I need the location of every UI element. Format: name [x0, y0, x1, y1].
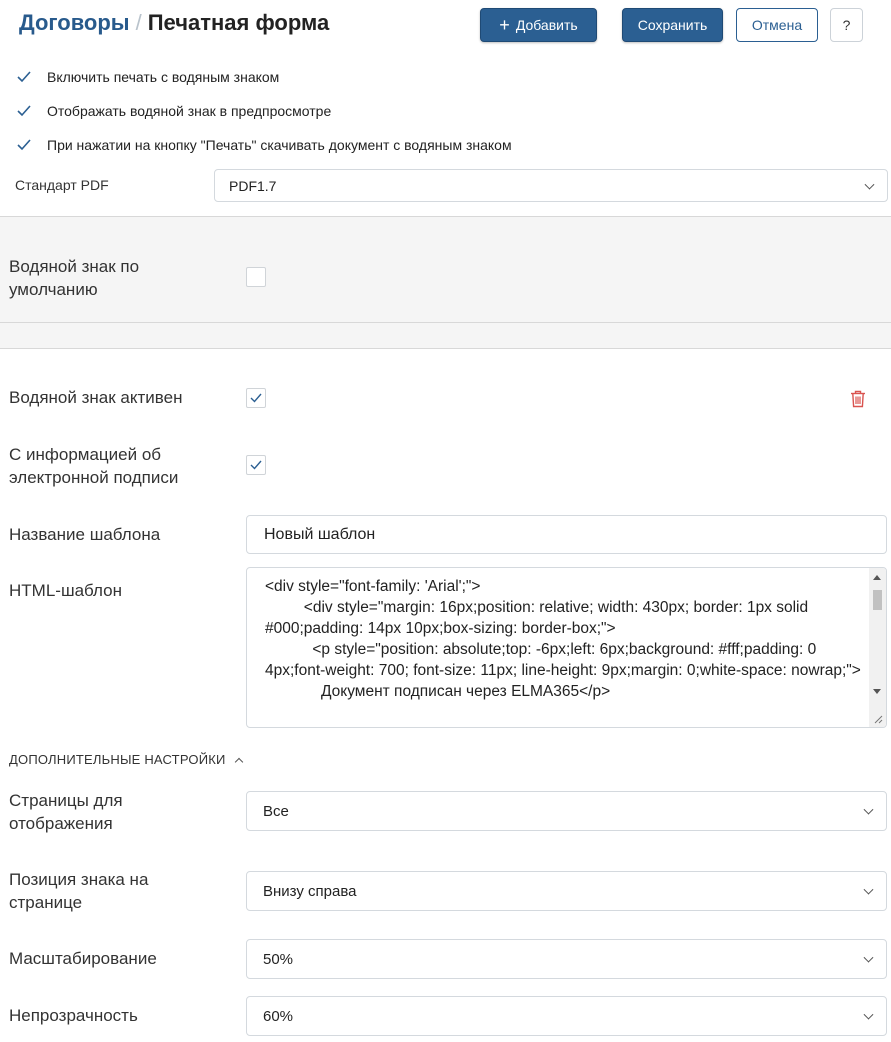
- template-name-input[interactable]: [246, 515, 887, 554]
- help-icon: ?: [842, 17, 851, 33]
- option-label: Отображать водяной знак в предпросмотре: [47, 103, 332, 119]
- help-button[interactable]: [830, 8, 863, 42]
- chevron-down-icon: [864, 953, 874, 963]
- check-icon: [250, 393, 262, 403]
- position-label: Позиция знака на странице: [9, 870, 149, 912]
- watermark-active-checkbox[interactable]: [246, 388, 266, 408]
- cancel-button[interactable]: Отмена: [736, 8, 818, 42]
- save-button[interactable]: Сохранить: [622, 8, 723, 42]
- section-gap: [0, 323, 891, 348]
- scale-label: Масштабирование: [9, 949, 157, 968]
- esign-label: С информацией об электронной подписи: [9, 445, 179, 487]
- watermark-active-label: Водяной знак активен: [9, 388, 183, 407]
- opacity-select[interactable]: [246, 996, 887, 1036]
- scroll-down-icon[interactable]: [873, 689, 881, 694]
- add-button[interactable]: [480, 8, 597, 42]
- option-label: При нажатии на кнопку "Печать" скачивать документ с водяным знаком: [47, 137, 512, 153]
- option-download-with-watermark[interactable]: [15, 136, 512, 154]
- position-select[interactable]: [246, 871, 887, 911]
- textarea-scrollbar[interactable]: [869, 568, 886, 727]
- advanced-settings-label: ДОПОЛНИТЕЛЬНЫЕ НАСТРОЙКИ: [9, 752, 226, 767]
- option-label: Включить печать с водяным знаком: [47, 69, 280, 85]
- check-icon[interactable]: [15, 136, 33, 154]
- scale-select[interactable]: [246, 939, 887, 979]
- chevron-down-icon: [865, 179, 875, 189]
- breadcrumb-root-link[interactable]: Договоры: [19, 10, 130, 35]
- pages-label: Страницы для отображения: [9, 791, 123, 833]
- scroll-up-icon[interactable]: [873, 575, 881, 580]
- chevron-down-icon: [864, 1010, 874, 1020]
- add-button-label: Добавить: [515, 17, 578, 33]
- advanced-settings-toggle[interactable]: [9, 752, 242, 767]
- divider: [0, 348, 891, 349]
- default-watermark-checkbox[interactable]: [246, 267, 266, 287]
- check-icon[interactable]: [15, 102, 33, 120]
- pdf-standard-select[interactable]: [214, 169, 888, 202]
- html-template-label: HTML-шаблон: [9, 581, 122, 600]
- check-icon: [250, 460, 262, 470]
- esign-checkbox[interactable]: [246, 455, 266, 475]
- chevron-up-icon: [234, 757, 242, 765]
- pages-value: Все: [263, 802, 289, 820]
- html-template-value: <div style="font-family: 'Arial';"> <div style="margin: 16px;position: relative; width: 430px; border: 1px solid #000;padding: 14px 10px;box-sizing: border-box;"> <p style="position: absolute;top: -6px;left: 6px;background: #fff;padding: 0 4px;font-weight: 700; font-size: 11px; line-height: 9px;margin: 0;white-space: nowrap;"> Документ подписан через ELMA365</p>: [265, 578, 861, 700]
- page-title: Печатная форма: [147, 10, 330, 35]
- trash-icon[interactable]: [850, 390, 866, 413]
- opacity-label: Непрозрачность: [9, 1006, 138, 1025]
- plus-icon: +: [499, 15, 510, 35]
- option-enable-print-watermark[interactable]: [15, 68, 279, 86]
- scale-value: 50%: [263, 950, 294, 968]
- resize-handle-icon[interactable]: [873, 714, 883, 724]
- position-value: Внизу справа: [263, 882, 357, 900]
- pdf-standard-label: Стандарт PDF: [15, 177, 109, 193]
- default-watermark-label: Водяной знак по умолчанию: [9, 257, 140, 299]
- html-template-textarea[interactable]: [246, 567, 887, 728]
- pdf-standard-value: PDF1.7: [229, 177, 277, 194]
- breadcrumb: [19, 10, 329, 36]
- option-show-in-preview[interactable]: [15, 102, 331, 120]
- opacity-value: 60%: [263, 1007, 294, 1025]
- check-icon[interactable]: [15, 68, 33, 86]
- breadcrumb-separator: /: [135, 10, 142, 35]
- scroll-thumb[interactable]: [873, 590, 882, 610]
- template-name-value: Новый шаблон: [264, 525, 376, 543]
- pages-select[interactable]: [246, 791, 887, 831]
- template-name-label: Название шаблона: [9, 525, 161, 544]
- chevron-down-icon: [864, 885, 874, 895]
- chevron-down-icon: [864, 805, 874, 815]
